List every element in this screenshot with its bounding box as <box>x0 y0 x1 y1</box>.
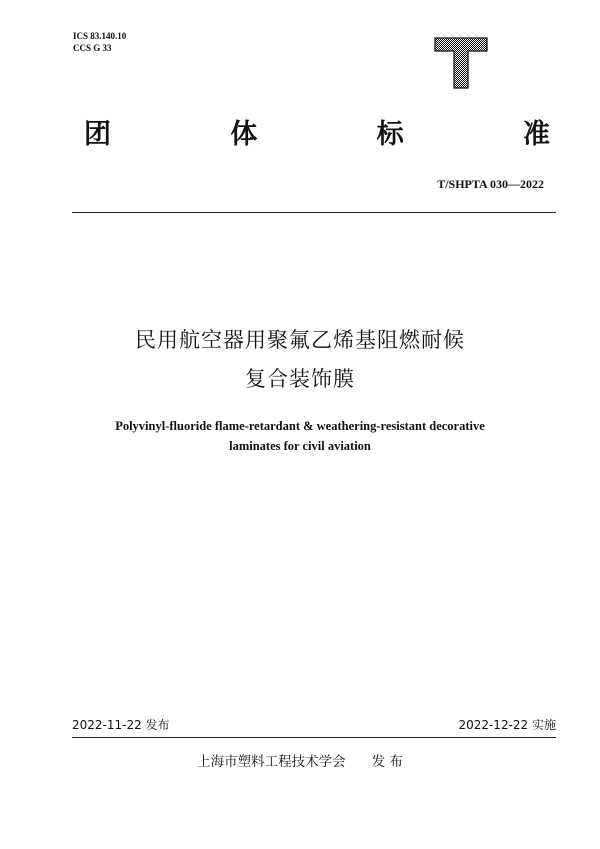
title-char: 准 <box>522 119 550 150</box>
chinese-title-line-1: 民用航空器用聚氟乙烯基阻燃耐候 <box>135 328 465 352</box>
title-char: 体 <box>230 119 258 150</box>
title-char: 团 <box>84 119 111 150</box>
ics-code: ICS 83.140.10 <box>73 31 127 41</box>
issue-date: 2022-11-22 发布 <box>72 718 170 732</box>
top-divider <box>72 212 556 213</box>
implementation-date: 2022-12-22 实施 <box>458 718 556 732</box>
ccs-code: CCS G 33 <box>73 43 112 53</box>
publisher-action: 发 布 <box>371 754 403 770</box>
standard-type-title <box>84 118 550 152</box>
english-title-line-2: laminates for civil aviation <box>229 439 371 453</box>
classification-codes <box>73 30 126 54</box>
title-char: 标 <box>376 119 404 150</box>
publisher-name: 上海市塑料工程技术学会 <box>197 754 346 770</box>
chinese-title-line-2: 复合装饰膜 <box>245 367 355 391</box>
bottom-divider <box>72 737 556 738</box>
publisher-line <box>0 750 600 770</box>
standard-number: T/SHPTA 030—2022 <box>437 177 544 191</box>
english-title-line-1: Polyvinyl-fluoride flame-retardant & weathering-resistant decorative <box>115 419 485 433</box>
category-letter-logo <box>433 36 489 90</box>
